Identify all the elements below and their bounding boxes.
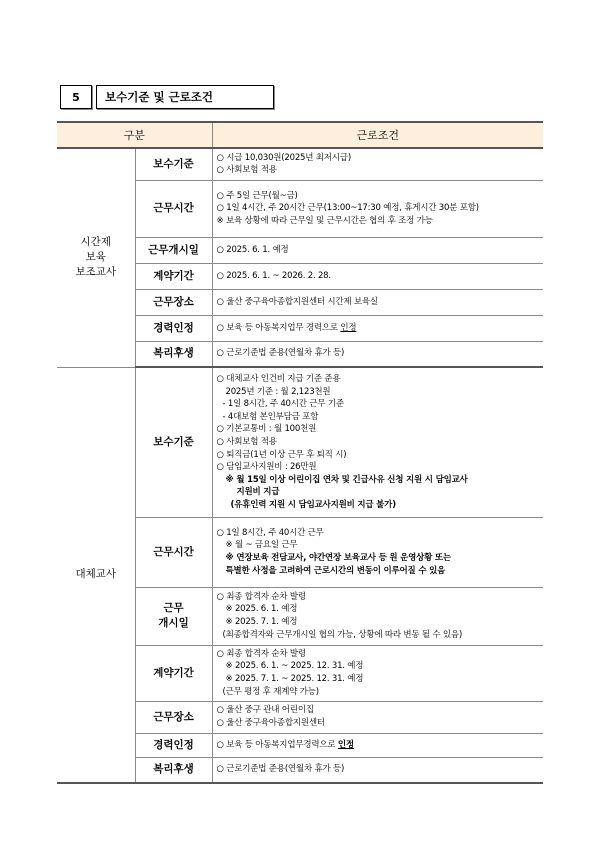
section-heading	[60, 85, 274, 109]
section-title: 보수기준 및 근로조건	[96, 85, 274, 109]
emphasis-underline: 인정	[337, 739, 354, 750]
row-label: 복리후생	[135, 757, 212, 783]
group-line: 시간제	[80, 236, 111, 249]
table-row	[57, 148, 543, 180]
row-label: 보수기준	[135, 148, 212, 180]
row-content: ○ 주 5일 근무(월~금) ○ 1일 4시간, 주 20시간 근무(13:00~17:30 예정, 휴게시간 30분 포함) ※ 보육 상황에 따라 근무일 및 근무시간은 협의 후 조정 가능	[212, 180, 543, 237]
header-conditions: 근로조건	[212, 122, 543, 148]
table-header-row	[57, 122, 543, 148]
group-substitute: 대체교사	[57, 367, 135, 783]
group-part-time	[57, 148, 135, 367]
row-content: ○ 최종 합격자 순차 발령 ※ 2025. 6. 1. 예정 ※ 2025. 7. 1. 예정 (최종합격자와 근무개시일 협의 가능, 상황에 따라 변동 될 수 있음)	[212, 587, 543, 645]
row-content: ○ 근로기준법 준용(연월차 휴가 등)	[212, 757, 543, 783]
row-content: ○ 1일 8시간, 주 40시간 근무 ※ 월 ~ 금요일 근무 ※ 연장보육 전담교사, 야간연장 보육교사 등 원 운영상황 또는 특별한 사정을 고려하여 근로시간의 변동이 이루어질 수 있음	[212, 517, 543, 587]
group-line: 보조교사	[75, 266, 117, 279]
row-content: ○ 울산 중구육아종합지원센터 시간제 보육실	[212, 289, 543, 315]
row-content: ○ 2025. 6. 1. ~ 2026. 2. 28.	[212, 263, 543, 289]
row-content: ○ 최종 합격자 순차 발령 ※ 2025. 6. 1. ~ 2025. 12. 31. 예정 ※ 2025. 7. 1. ~ 2025. 12. 31. 예정 (근무 평정 후 재계약 가능)	[212, 645, 543, 701]
row-label: 근무개시일	[135, 237, 212, 263]
row-label: 계약기간	[135, 645, 212, 701]
row-label: 근무 개시일	[135, 587, 212, 645]
row-label: 근무시간	[135, 517, 212, 587]
group-line: 보육	[85, 251, 106, 264]
row-content: ○ 시급 10,030원(2025년 최저시급) ○ 사회보험 적용	[212, 148, 543, 180]
row-label: 경력인정	[135, 733, 212, 757]
conditions-table	[57, 121, 543, 784]
emphasis-underline: 인정	[340, 322, 357, 333]
row-content: ○ 근로기준법 준용(연월차 휴가 등)	[212, 341, 543, 367]
row-content: ○ 대체교사 인건비 지급 기준 준용 2025년 기준 : 월 2,123천원 - 1일 8시간, 주 40시간 근무 기준 - 4대보험 본인부담금 포함 ○ 기본교통비 : 월 100천원 ○ 사회보험 적용 ○ 퇴직금(1년 이상 근무 후 퇴직 시) ○ 담임교사지원비 : 26만원 ※ 월 15일 이상 어린이집 연차 및 긴급사유 신청 지원 시 담임교사 지원비 지급 (유휴인력 지원 시 담임교사지원비 지급 불가)	[212, 367, 543, 517]
row-label: 근무장소	[135, 701, 212, 733]
row-content: ○ 보육 등 아동복지업무 경력으로 인정	[212, 315, 543, 341]
row-content: ○ 보육 등 아동복지업무경력으로 인정	[212, 733, 543, 757]
row-content: ○ 2025. 6. 1. 예정	[212, 237, 543, 263]
row-label: 계약기간	[135, 263, 212, 289]
table-row	[57, 367, 543, 517]
row-label: 근무장소	[135, 289, 212, 315]
row-label: 경력인정	[135, 315, 212, 341]
section-number: 5	[60, 85, 92, 109]
row-label: 보수기준	[135, 367, 212, 517]
row-label: 복리후생	[135, 341, 212, 367]
row-label: 근무시간	[135, 180, 212, 237]
header-category: 구분	[57, 122, 212, 148]
row-content: ○ 울산 중구 관내 어린이집 ○ 울산 중구육아종합지원센터	[212, 701, 543, 733]
